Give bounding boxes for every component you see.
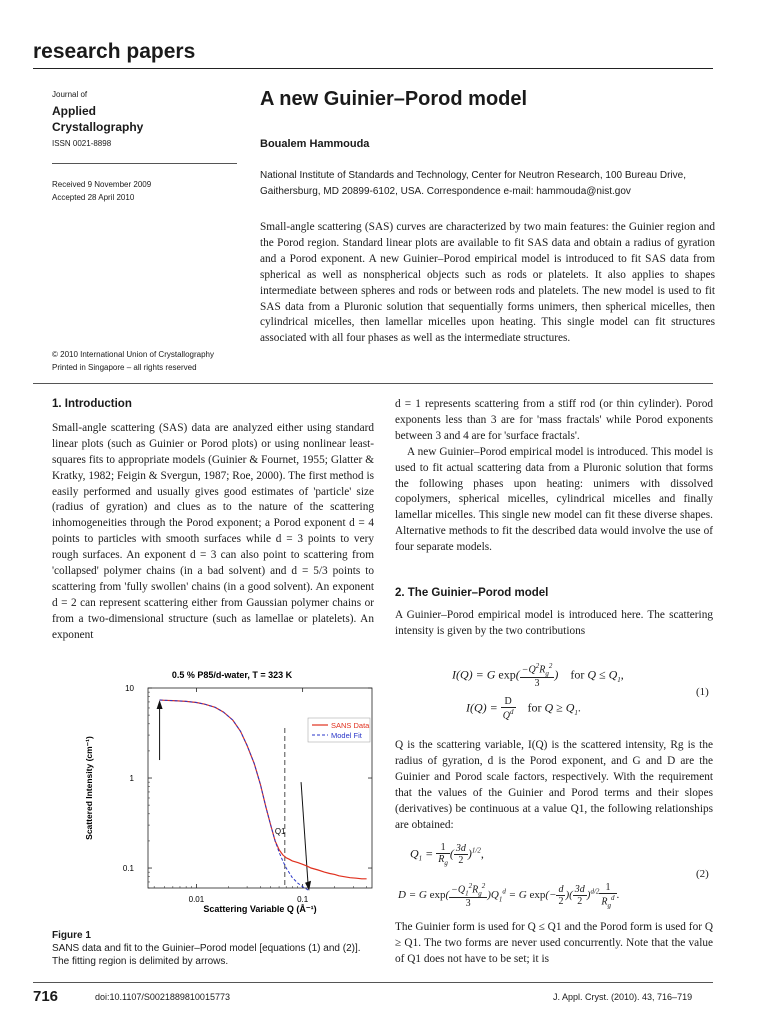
equation-1-number: (1) [696, 686, 709, 698]
model-intro-paragraph: A Guinier–Porod empirical model is introduced here. The scattering intensity is given by the two contributions [395, 608, 713, 637]
equation-1-line2: I(Q) = $\frac{D}{Q^d}$ for $Q \ge Q_1$. [466, 696, 581, 722]
left-column [52, 397, 374, 644]
x-axis-label: Scattering Variable Q (Å⁻¹) [203, 904, 317, 914]
legend-label-model-fit: Model Fit [331, 731, 362, 740]
fit-end-arrow [301, 782, 308, 885]
received-date: Received 9 November 2009 [52, 180, 152, 189]
y-tick-label: 0.1 [122, 864, 134, 874]
affiliation [260, 168, 715, 200]
x-tick-label: 0.01 [188, 895, 205, 904]
abstract: Small-angle scattering (SAS) curves are characterized by two main features: the Guinier region and the Porod region. Standard linear plots are available to fit SAS data and obtain a radius of gyration and a Porod exponent. A new Guinier–Porod empirical model is introduced to fit SAS data from spherical as well as nonspherical objects such as rods or platelets. It also applies to shapes intermediate between spheres and rods or between rods and platelets. The new model is used to fit SAS data from a Pluronic solution that sequentially forms unimers, then spherical micelles, then cylindrical micelles, then lamellar micelles upon heating. This single model can fit structures associated with all four phases as well as the intermediate structures. [260, 221, 715, 345]
journal-name [52, 103, 212, 135]
legend-label-sans-data: SANS Data [331, 721, 370, 730]
new-model-paragraph: A new Guinier–Porod empirical model is introduced. This model is used to fit actual scattering data from a Pluronic solution that forms the following phases upon heating: unimers with dissolved copolymers, spherical micelles, cylindrical micelles and finally lamellar micelles. This single new model can fit these diverse shapes. Alternative methods to fit the described data would involve the use of four separate models. [395, 445, 713, 554]
fit-start-arrowhead [157, 700, 163, 709]
header-bottom-rule [33, 383, 713, 384]
intro-heading: 1. Introduction [52, 398, 132, 410]
y-axis-label: Scattered Intensity (cm⁻¹) [84, 736, 94, 840]
figure-caption-text: SANS data and fit to the Guinier–Porod model [equations (1) and (2)]. The fitting region is delimited by arrows. [52, 943, 361, 967]
chart-title: 0.5 % P85/d-water, T = 323 K [171, 670, 293, 680]
intro-paragraph: Small-angle scattering (SAS) data are analyzed either using standard linear plots (such as Guinier or Porod plots) or using nonlinear least-squares fits to appropriate models (Guinier & Fournet, 1955; Glatter & Kratky, 1982; Feigin & Svergun, 1987; Roe, 2000). The first method is easily performed and usually gives good estimates of 'particle' size (radius of gyration) and clues as to the nature of the scattering inhomogeneities through the Porod exponent; a Porod exponent d = 4 points to particles with smooth surfaces while d = 3 points to very rough surfaces. An exponent d = 3 can also point to scattering from 'collapsed' polymer chains (in a bad solvent) and d = 5/3 points to scattering from 'fully swollen' chains (in a good solvent). An exponent d = 2 can represent scattering either from Gaussian polymer chains or from a two-dimensional structure (such as lamellae or platelets). An exponent [52, 421, 374, 641]
figure-caption [52, 929, 374, 968]
equation-2-line1: $Q_1$ = $\frac{1}{R_g}$ ( $\frac{3d}{2}$ )$^{1/2}$, [410, 842, 484, 867]
figure-chart [52, 662, 374, 924]
model-heading: 2. The Guinier–Porod model [395, 587, 549, 600]
article-title: A new Guinier–Porod model [260, 88, 528, 110]
article-author: Boualem Hammouda [260, 138, 370, 150]
left-rule [52, 163, 237, 164]
forms-paragraph: The Guinier form is used for Q ≤ Q1 and the Porod form is used for Q ≥ Q1. The two forms are never used concurrently. Note that the value of Q1 does not have to be set; it is [395, 921, 713, 965]
right-column-mid [395, 738, 713, 833]
y-tick-label: 1 [129, 774, 134, 784]
y-axis-ticks [123, 684, 372, 888]
rod-paragraph: d = 1 represents scattering from a stiff rod (or thin cylinder). Porod exponents less than 3 are for 'mass fractals' while Porod exponents between 3 and 4 are for 'surface fractals'. [395, 398, 713, 442]
accepted-date: Accepted 28 April 2010 [52, 193, 135, 202]
copyright [52, 348, 252, 374]
journal-name-line2: Crystallography [52, 120, 144, 134]
figure-label: Figure 1 [52, 930, 91, 941]
page-number: 716 [33, 988, 59, 1005]
q1-label: Q1 [274, 826, 286, 836]
journal-name-line1: Applied [52, 104, 96, 118]
fit-range-arrows [157, 700, 311, 891]
issn: ISSN 0021-8898 [52, 139, 112, 148]
journal-reference: J. Appl. Cryst. (2010). 43, 716–719 [553, 992, 693, 1002]
dates [52, 178, 151, 204]
variables-paragraph: Q is the scattering variable, I(Q) is the scattered intensity, Rg is the radius of gyration, d is the Porod exponent, and G and D are the Guinier and Porod scale factors, respectively. With the requirement that the values of the Guinier and Porod terms and their slopes (derivatives) be continuous at a value Q1, the following relationships are obtained: [395, 739, 713, 831]
equation-2-number: (2) [696, 868, 709, 880]
equation-1-line1: I(Q) = G exp( $\frac{-Q^2R_g^2}{3}$ ) for $Q \le Q_1$, [452, 662, 624, 690]
affiliation-line1: National Institute of Standards and Technology, Center for Neutron Research, 100 Bureau Drive, [260, 170, 686, 181]
doi: doi:10.1107/S0021889810015773 [95, 992, 230, 1002]
chart-legend [308, 718, 370, 742]
journal-of-label: Journal of [52, 90, 88, 99]
x-tick-label: 0.1 [297, 895, 309, 904]
printed-line: Printed in Singapore – all rights reserved [52, 363, 197, 372]
equation-2-line2: D = G exp( $\frac{-Q_1^2R_g^2}{3}$ )$Q_1^d = G$ exp(− $\frac{d}{2}$ )( $\frac{3d}{2}$ )$^{d/2}$ $\frac{1}{R_g^d}$ . [398, 882, 620, 910]
top-rule [33, 68, 713, 69]
y-tick-label: 10 [125, 684, 134, 693]
right-column-top [395, 397, 713, 640]
section-label: research papers [33, 40, 196, 63]
copyright-line: © 2010 International Union of Crystallography [52, 350, 214, 359]
affiliation-line2: Gaithersburg, MD 20899-6102, USA. Correspondence e-mail: hammouda@nist.gov [260, 186, 631, 197]
footer-rule [33, 982, 713, 983]
right-column-bottom [395, 920, 713, 968]
series-line-model-fit [160, 700, 310, 891]
